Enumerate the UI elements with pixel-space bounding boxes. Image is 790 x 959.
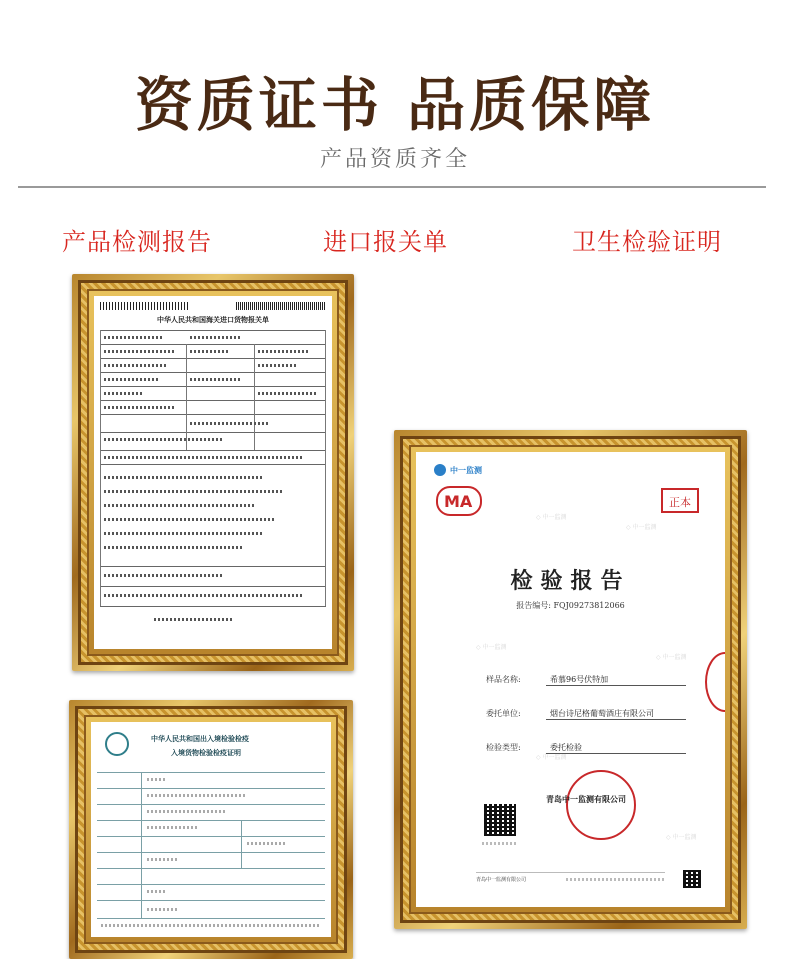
health-certificate-frame	[69, 700, 353, 959]
report-row-type-value: 委托检验	[546, 742, 686, 754]
health-certificate-document	[91, 722, 331, 937]
report-brand: 中一监测	[450, 466, 482, 475]
health-cert-subtitle: 入境货物检验检疫证明	[171, 749, 241, 757]
report-row-sample-value: 希慕96号伏特加	[546, 674, 686, 686]
section-divider	[18, 186, 766, 188]
report-title: 检验报告	[510, 568, 631, 594]
company-seal	[566, 770, 636, 840]
customs-doc-title: 中华人民共和国海关进口货物报关单	[157, 316, 269, 324]
side-seal	[705, 652, 725, 712]
qr-code	[484, 804, 516, 836]
report-row-client-value: 烟台诗尼格葡萄酒庄有限公司	[546, 708, 686, 720]
label-customs: 进口报关单	[323, 228, 448, 256]
inspection-report-document: 中一监测 MA 正本 ◇ 中一监测 ◇ 中一监测 ◇ 中一监测 ◇ 中一监测 ◇ 中一监测 ◇ 中一监测 检验报告 报告编号: FQJ09273812066 样品名称: 希慕96号伏特加 委托单位: 烟台诗尼格葡萄酒庄有限公司 检验类型: 委托检验 青岛中一监测有限公司 青岛中一监测有限公司	[416, 452, 725, 907]
report-row-client-label: 委托单位:	[486, 709, 521, 718]
original-stamp: 正本	[661, 488, 699, 513]
page-subtitle: 产品资质齐全	[319, 147, 470, 172]
ma-mark: MA	[436, 486, 482, 516]
barcode	[100, 302, 190, 310]
report-row-type-label: 检验类型:	[486, 743, 521, 752]
qr-code	[683, 870, 701, 888]
customs-declaration-document	[94, 296, 332, 649]
label-test-report: 产品检测报告	[62, 228, 212, 256]
label-health-cert: 卫生检验证明	[572, 228, 722, 256]
health-cert-title: 中华人民共和国出入境检验检疫	[151, 735, 249, 743]
customs-declaration-frame	[72, 274, 354, 671]
report-number: 报告编号: FQJ09273812066	[516, 601, 625, 610]
company-seal-text: 青岛中一监测有限公司	[546, 795, 626, 804]
zhongyi-logo-icon	[434, 464, 446, 476]
page-title: 资质证书 品质保障	[134, 71, 656, 139]
ciq-logo-icon	[105, 732, 129, 756]
inspection-report-frame	[394, 430, 747, 929]
report-row-sample-label: 样品名称:	[486, 675, 521, 684]
barcode	[236, 302, 326, 310]
report-footer-company: 青岛中一监测有限公司	[476, 877, 527, 883]
